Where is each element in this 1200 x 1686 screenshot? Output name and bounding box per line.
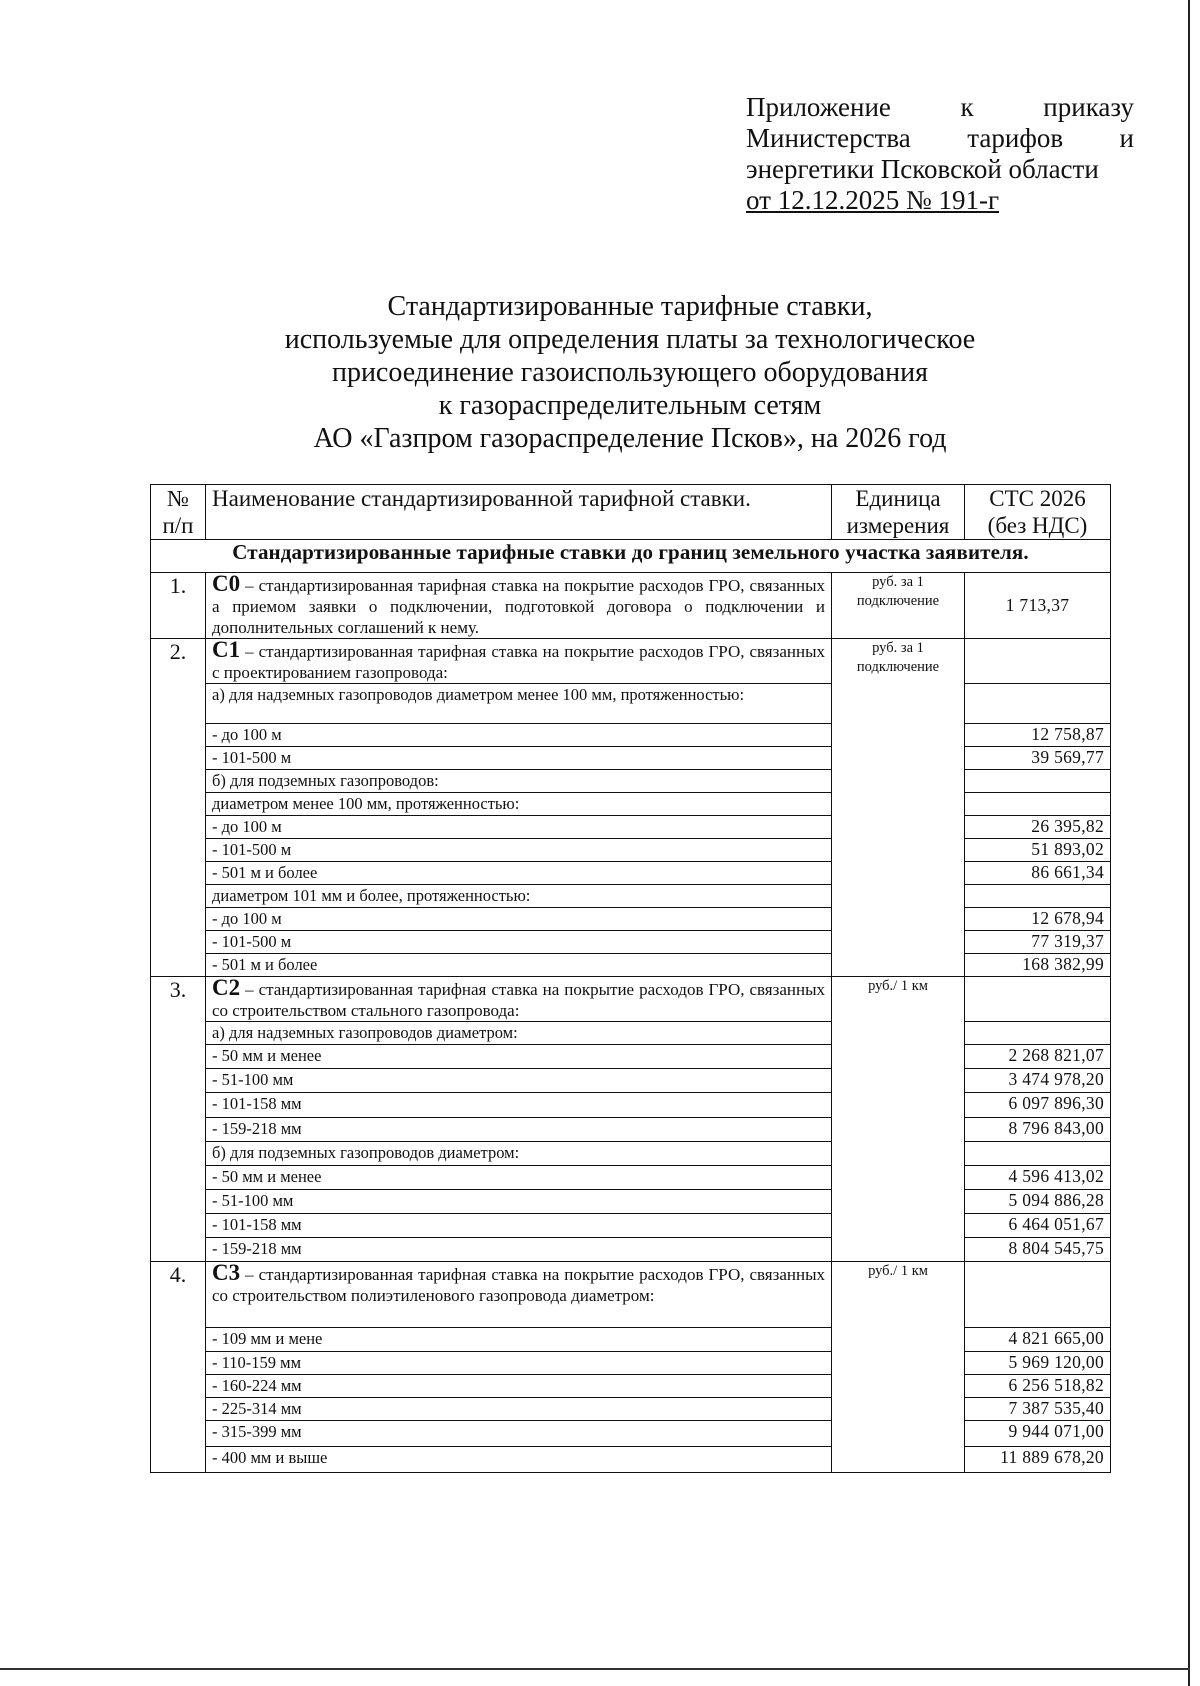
table-row xyxy=(151,954,1111,977)
header-value: СТС 2026 (без НДС) xyxy=(965,485,1111,540)
table-row xyxy=(151,1142,1111,1166)
table-body xyxy=(151,485,1111,1473)
header-unit: Единица измерения xyxy=(832,485,965,540)
table-row xyxy=(151,793,1111,816)
value-cell: 86 661,34 xyxy=(965,862,1111,885)
value-cell xyxy=(965,885,1111,908)
table-row xyxy=(151,1447,1111,1473)
title-line: Стандартизированные тарифные ставки, xyxy=(387,291,873,322)
table-row xyxy=(151,1398,1111,1421)
header-name: Наименование стандартизированной тарифной ставки. xyxy=(206,485,832,540)
value-cell: 6 256 518,82 xyxy=(965,1375,1111,1398)
document-title xyxy=(150,290,1110,455)
rate-text: – стандартизированная тарифная ставка на покрытие расходов ГРО, связанных а приемом заявки о подключении, подготовкой договора о подключении и дополнительных соглашений к нему. xyxy=(212,576,825,637)
value-cell: 168 382,99 xyxy=(965,954,1111,977)
value-cell: 5 094 886,28 xyxy=(965,1190,1111,1214)
value-cell: 11 889 678,20 xyxy=(965,1447,1111,1473)
scan-border-right xyxy=(1188,0,1190,1686)
value-cell: 6 097 896,30 xyxy=(965,1093,1111,1118)
appendix-reference xyxy=(746,92,1134,216)
rate-text: – стандартизированная тарифная ставка на покрытие расходов ГРО, связанных с проектированием газопровода: xyxy=(212,642,825,682)
value-cell: 6 464 051,67 xyxy=(965,1214,1111,1238)
row-label: - 51-100 мм xyxy=(206,1069,832,1093)
appendix-line: энергетики Псковской области xyxy=(746,154,1099,184)
value-cell: 12 678,94 xyxy=(965,908,1111,931)
table-row xyxy=(151,724,1111,747)
row-label: - 101-158 мм xyxy=(206,1093,832,1118)
row-number: 2. xyxy=(151,639,206,977)
table-row xyxy=(151,1022,1111,1045)
value-cell: 9 944 071,00 xyxy=(965,1421,1111,1447)
table-row xyxy=(151,908,1111,931)
section-title: Стандартизированные тарифные ставки до границ земельного участка заявителя. xyxy=(151,540,1111,573)
tariff-rates-table xyxy=(150,484,1111,1473)
row-label: - 101-500 м xyxy=(206,747,832,770)
unit-cell: руб./ 1 км xyxy=(832,1262,965,1473)
value-cell: 12 758,87 xyxy=(965,724,1111,747)
value-cell: 26 395,82 xyxy=(965,816,1111,839)
table-row xyxy=(151,747,1111,770)
appendix-line: Приложение к приказу xyxy=(746,92,1134,122)
table-row xyxy=(151,885,1111,908)
rate-code: С0 xyxy=(212,571,241,596)
header-row xyxy=(151,485,1111,540)
header-num: № п/п xyxy=(151,485,206,540)
row-label: - 159-218 мм xyxy=(206,1238,832,1262)
row-label: - до 100 м xyxy=(206,816,832,839)
row-label: - 225-314 мм xyxy=(206,1398,832,1421)
rate-code: С1 xyxy=(212,637,241,662)
rate-code: С3 xyxy=(212,1260,241,1285)
table-row xyxy=(151,1328,1111,1352)
table-row xyxy=(151,839,1111,862)
unit-cell: руб. за 1 подключение xyxy=(832,573,965,639)
rate-description xyxy=(206,1262,832,1328)
row-label: - 50 мм и менее xyxy=(206,1045,832,1069)
table-row xyxy=(151,1214,1111,1238)
value-cell: 5 969 120,00 xyxy=(965,1352,1111,1375)
title-line: АО «Газпром газораспределение Псков», на 2026 год xyxy=(313,423,947,454)
rate-row-c3 xyxy=(151,1262,1111,1328)
table-row xyxy=(151,1190,1111,1214)
row-label: - 101-158 мм xyxy=(206,1214,832,1238)
title-line: присоединение газоиспользующего оборудования xyxy=(331,357,929,388)
table-row xyxy=(151,770,1111,793)
row-label: - до 100 м xyxy=(206,908,832,931)
unit-cell: руб. за 1 подключение xyxy=(832,639,965,977)
scan-border-bottom xyxy=(0,1668,1190,1670)
rate-code: С2 xyxy=(212,975,241,1000)
value-cell: 51 893,02 xyxy=(965,839,1111,862)
table-row xyxy=(151,1166,1111,1190)
table-row xyxy=(151,816,1111,839)
value-cell xyxy=(965,684,1111,724)
table-row xyxy=(151,1238,1111,1262)
value-cell: 4 821 665,00 xyxy=(965,1328,1111,1352)
unit-cell: руб./ 1 км xyxy=(832,977,965,1262)
row-label: - 50 мм и менее xyxy=(206,1166,832,1190)
table-row xyxy=(151,1421,1111,1447)
table-row xyxy=(151,862,1111,885)
table-row xyxy=(151,1069,1111,1093)
row-label: - 101-500 м xyxy=(206,839,832,862)
value-cell: 7 387 535,40 xyxy=(965,1398,1111,1421)
table-row xyxy=(151,1375,1111,1398)
appendix-line: Министерства тарифов и xyxy=(746,123,1134,153)
table-row xyxy=(151,684,1111,724)
table-row xyxy=(151,1093,1111,1118)
value-cell xyxy=(965,1022,1111,1045)
row-number: 3. xyxy=(151,977,206,1262)
row-number: 4. xyxy=(151,1262,206,1473)
value-cell xyxy=(965,1142,1111,1166)
value-cell: 4 596 413,02 xyxy=(965,1166,1111,1190)
row-label: а) для надземных газопроводов диаметром: xyxy=(206,1022,832,1045)
rate-row-c2 xyxy=(151,977,1111,1022)
row-label: б) для подземных газопроводов диаметром: xyxy=(206,1142,832,1166)
row-label: а) для надземных газопроводов диаметром менее 100 мм, протяженностью: xyxy=(206,684,832,724)
row-label: - 501 м и более xyxy=(206,954,832,977)
row-label: - 501 м и более xyxy=(206,862,832,885)
value-cell: 2 268 821,07 xyxy=(965,1045,1111,1069)
value-cell xyxy=(965,639,1111,684)
table-row xyxy=(151,931,1111,954)
value-cell xyxy=(965,1262,1111,1328)
value-cell: 1 713,37 xyxy=(965,573,1111,639)
rate-description xyxy=(206,977,832,1022)
value-cell xyxy=(965,977,1111,1022)
row-label: диаметром 101 мм и более, протяженностью: xyxy=(206,885,832,908)
rate-description xyxy=(206,573,832,639)
section-row xyxy=(151,540,1111,573)
row-label: - 110-159 мм xyxy=(206,1352,832,1375)
row-label: - 160-224 мм xyxy=(206,1375,832,1398)
value-cell: 39 569,77 xyxy=(965,747,1111,770)
rate-description xyxy=(206,639,832,684)
value-cell: 8 804 545,75 xyxy=(965,1238,1111,1262)
row-label: б) для подземных газопроводов: xyxy=(206,770,832,793)
row-label: - 51-100 мм xyxy=(206,1190,832,1214)
table-row xyxy=(151,1118,1111,1142)
row-label: - 400 мм и выше xyxy=(206,1447,832,1473)
table-row xyxy=(151,1045,1111,1069)
row-label: - 315-399 мм xyxy=(206,1421,832,1447)
value-cell xyxy=(965,770,1111,793)
table-row xyxy=(151,1352,1111,1375)
row-label: диаметром менее 100 мм, протяженностью: xyxy=(206,793,832,816)
row-label: - 159-218 мм xyxy=(206,1118,832,1142)
row-number: 1. xyxy=(151,573,206,639)
value-cell: 77 319,37 xyxy=(965,931,1111,954)
title-line: используемые для определения платы за технологическое xyxy=(284,324,976,355)
row-label: - 101-500 м xyxy=(206,931,832,954)
row-label: - до 100 м xyxy=(206,724,832,747)
order-date-number: от 12.12.2025 № 191-г xyxy=(746,185,1000,215)
value-cell: 3 474 978,20 xyxy=(965,1069,1111,1093)
value-cell: 8 796 843,00 xyxy=(965,1118,1111,1142)
title-line: к газораспределительным сетям xyxy=(438,390,822,421)
rate-row-c1 xyxy=(151,639,1111,684)
row-label: - 109 мм и мене xyxy=(206,1328,832,1352)
value-cell xyxy=(965,793,1111,816)
rate-text: – стандартизированная тарифная ставка на покрытие расходов ГРО, связанных со строительством стального газопровода: xyxy=(212,980,825,1020)
rate-text: – стандартизированная тарифная ставка на покрытие расходов ГРО, связанных со строительством полиэтиленового газопровода диаметром: xyxy=(212,1265,825,1305)
rate-row-c0 xyxy=(151,573,1111,639)
